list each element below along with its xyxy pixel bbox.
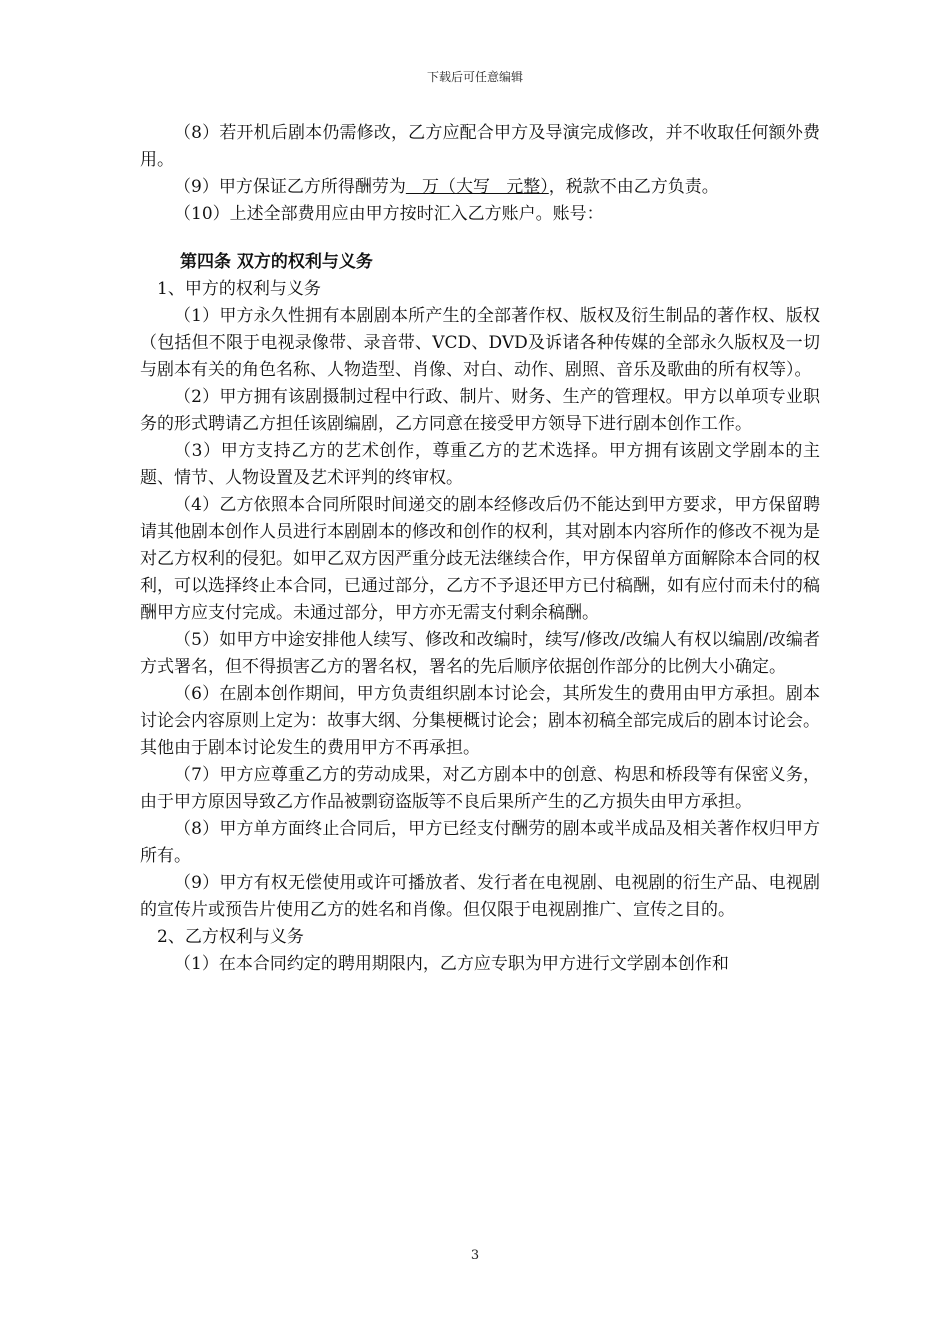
party-a-item-2: （2）甲方拥有该剧摄制过程中行政、制片、财务、生产的管理权。甲方以单项专业职务的形式聘请乙方担任该剧编剧，乙方同意在接受甲方领导下进行剧本创作工作。 [140, 387, 820, 434]
page-number: 3 [470, 1248, 480, 1263]
party-a-item-1: （1）甲方永久性拥有本剧剧本所产生的全部著作权、版权及衍生制品的著作权、版权（包括但不限于电视录像带、录音带、VCD、DVD及诉诸各种传媒的全部永久版权及一切与剧本有关的角色名称、人物造型、肖像、对白、动作、剧照、音乐及歌曲的所有权等）。 [140, 306, 820, 380]
item-9-text-c: ，税款不由乙方负责。 [548, 177, 719, 197]
party-a-item-9: （9）甲方有权无偿使用或许可播放者、发行者在电视剧、电视剧的衍生产品、电视剧的宣传片或预告片使用乙方的姓名和肖像。但仅限于电视剧推广、宣传之目的。 [140, 873, 820, 920]
page-header: 下载后可任意编辑 [426, 70, 523, 84]
fee-amount-blank: 万（大写 元整） [405, 177, 549, 197]
clause-3-item-10: （10）上述全部费用应由甲方按时汇入乙方账户。账号： [174, 204, 604, 224]
party-a-item-6: （6）在剧本创作期间，甲方负责组织剧本讨论会，其所发生的费用由甲方承担。剧本讨论会内容原则上定为：故事大纲、分集梗概讨论会；剧本初稿全部完成后的剧本讨论会。其他由于剧本讨论发生的费用甲方不再承担。 [140, 684, 820, 758]
clause-3-item-9 [140, 174, 820, 201]
party-a-item-8: （8）甲方单方面终止合同后，甲方已经支付酬劳的剧本或半成品及相关著作权归甲方所有。 [140, 819, 820, 866]
party-a-item-3: （3）甲方支持乙方的艺术创作，尊重乙方的艺术选择。甲方拥有该剧文学剧本的主题、情节、人物设置及艺术评判的终审权。 [140, 441, 820, 488]
document-body [140, 120, 820, 978]
party-a-item-5: （5）如甲方中途安排他人续写、修改和改编时，续写/修改/改编人有权以编剧/改编者方式署名，但不得损害乙方的署名权，署名的先后顺序依据创作部分的比例大小确定。 [140, 630, 820, 677]
party-a-item-7: （7）甲方应尊重乙方的劳动成果，对乙方剧本中的创意、构思和桥段等有保密义务，由于甲方原因导致乙方作品被剽窃盗版等不良后果所产生的乙方损失由甲方承担。 [140, 765, 820, 812]
section-1-heading: 1、甲方的权利与义务 [157, 279, 321, 299]
article-4-heading: 第四条 双方的权利与义务 [180, 252, 373, 272]
section-2-heading: 2、乙方权利与义务 [157, 927, 304, 947]
party-b-item-1: （1）在本合同约定的聘用期限内，乙方应专职为甲方进行文学剧本创作和 [174, 954, 729, 974]
item-9-text-a: （9）甲方保证乙方所得酬劳为 [174, 177, 406, 197]
party-a-item-4: （4）乙方依照本合同所限时间递交的剧本经修改后仍不能达到甲方要求，甲方保留聘请其他剧本创作人员进行本剧剧本的修改和创作的权利，其对剧本内容所作的修改不视为是对乙方权利的侵犯。如甲乙双方因严重分歧无法继续合作，甲方保留单方面解除本合同的权利，可以选择终止本合同，已通过部分，乙方不予退还甲方已付稿酬，如有应付而未付的稿酬甲方应支付完成。未通过部分，甲方亦无需支付剩余稿酬。 [140, 495, 820, 623]
clause-3-item-8: （8）若开机后剧本仍需修改，乙方应配合甲方及导演完成修改，并不收取任何额外费用。 [140, 123, 820, 170]
